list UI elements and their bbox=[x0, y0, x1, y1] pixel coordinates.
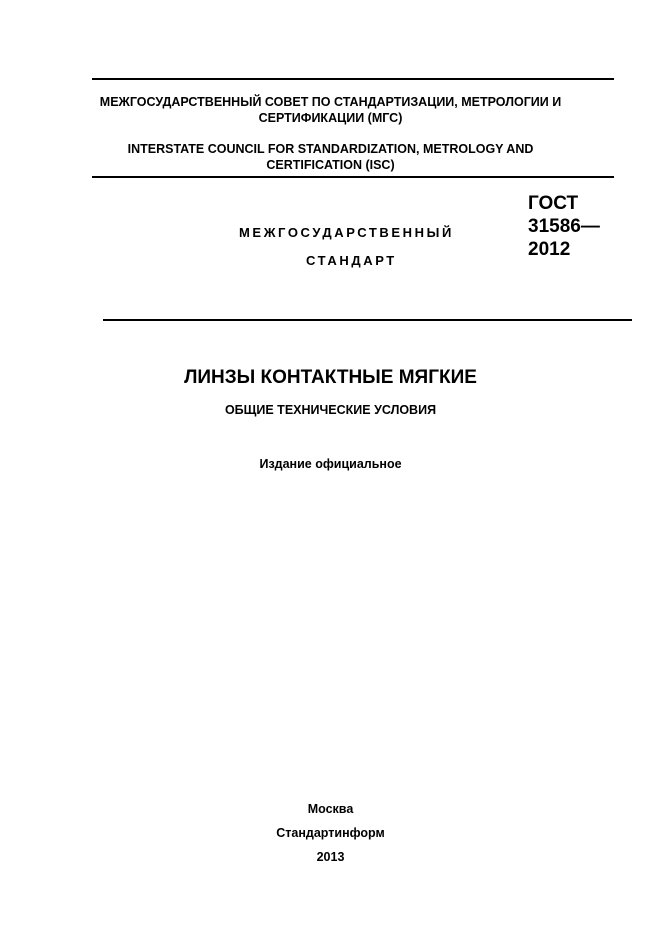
gost-designation-line1: ГОСТ bbox=[528, 193, 579, 214]
publication-year: 2013 bbox=[316, 850, 345, 864]
document-subtitle: ОБЩИЕ ТЕХНИЧЕСКИЕ УСЛОВИЯ bbox=[224, 403, 437, 417]
standard-type-label-line2: СТАНДАРТ bbox=[306, 253, 397, 268]
document-title: ЛИНЗЫ КОНТАКТНЫЕ МЯГКИЕ bbox=[184, 367, 477, 388]
edition-note: Издание официальное bbox=[259, 457, 402, 471]
council-name-en-line2: CERTIFICATION (ISC) bbox=[266, 158, 395, 172]
publisher-name: Стандартинформ bbox=[276, 826, 385, 840]
council-name-ru-line2: СЕРТИФИКАЦИИ (МГС) bbox=[258, 111, 403, 125]
council-name-en-line1: INTERSTATE COUNCIL FOR STANDARDIZATION, METROLOGY AND bbox=[127, 142, 534, 156]
header-bottom-divider bbox=[103, 319, 632, 321]
gost-designation-line3: 2012 bbox=[528, 239, 571, 260]
council-divider bbox=[92, 176, 614, 178]
gost-designation-line2: 31586— bbox=[528, 216, 600, 237]
publisher-city: Москва bbox=[307, 802, 354, 816]
top-divider bbox=[92, 78, 614, 80]
council-name-ru-line1: МЕЖГОСУДАРСТВЕННЫЙ СОВЕТ ПО СТАНДАРТИЗАЦИИ, МЕТРОЛОГИИ И bbox=[99, 95, 562, 109]
standard-type-label-line1: МЕЖГОСУДАРСТВЕННЫЙ bbox=[239, 225, 454, 240]
